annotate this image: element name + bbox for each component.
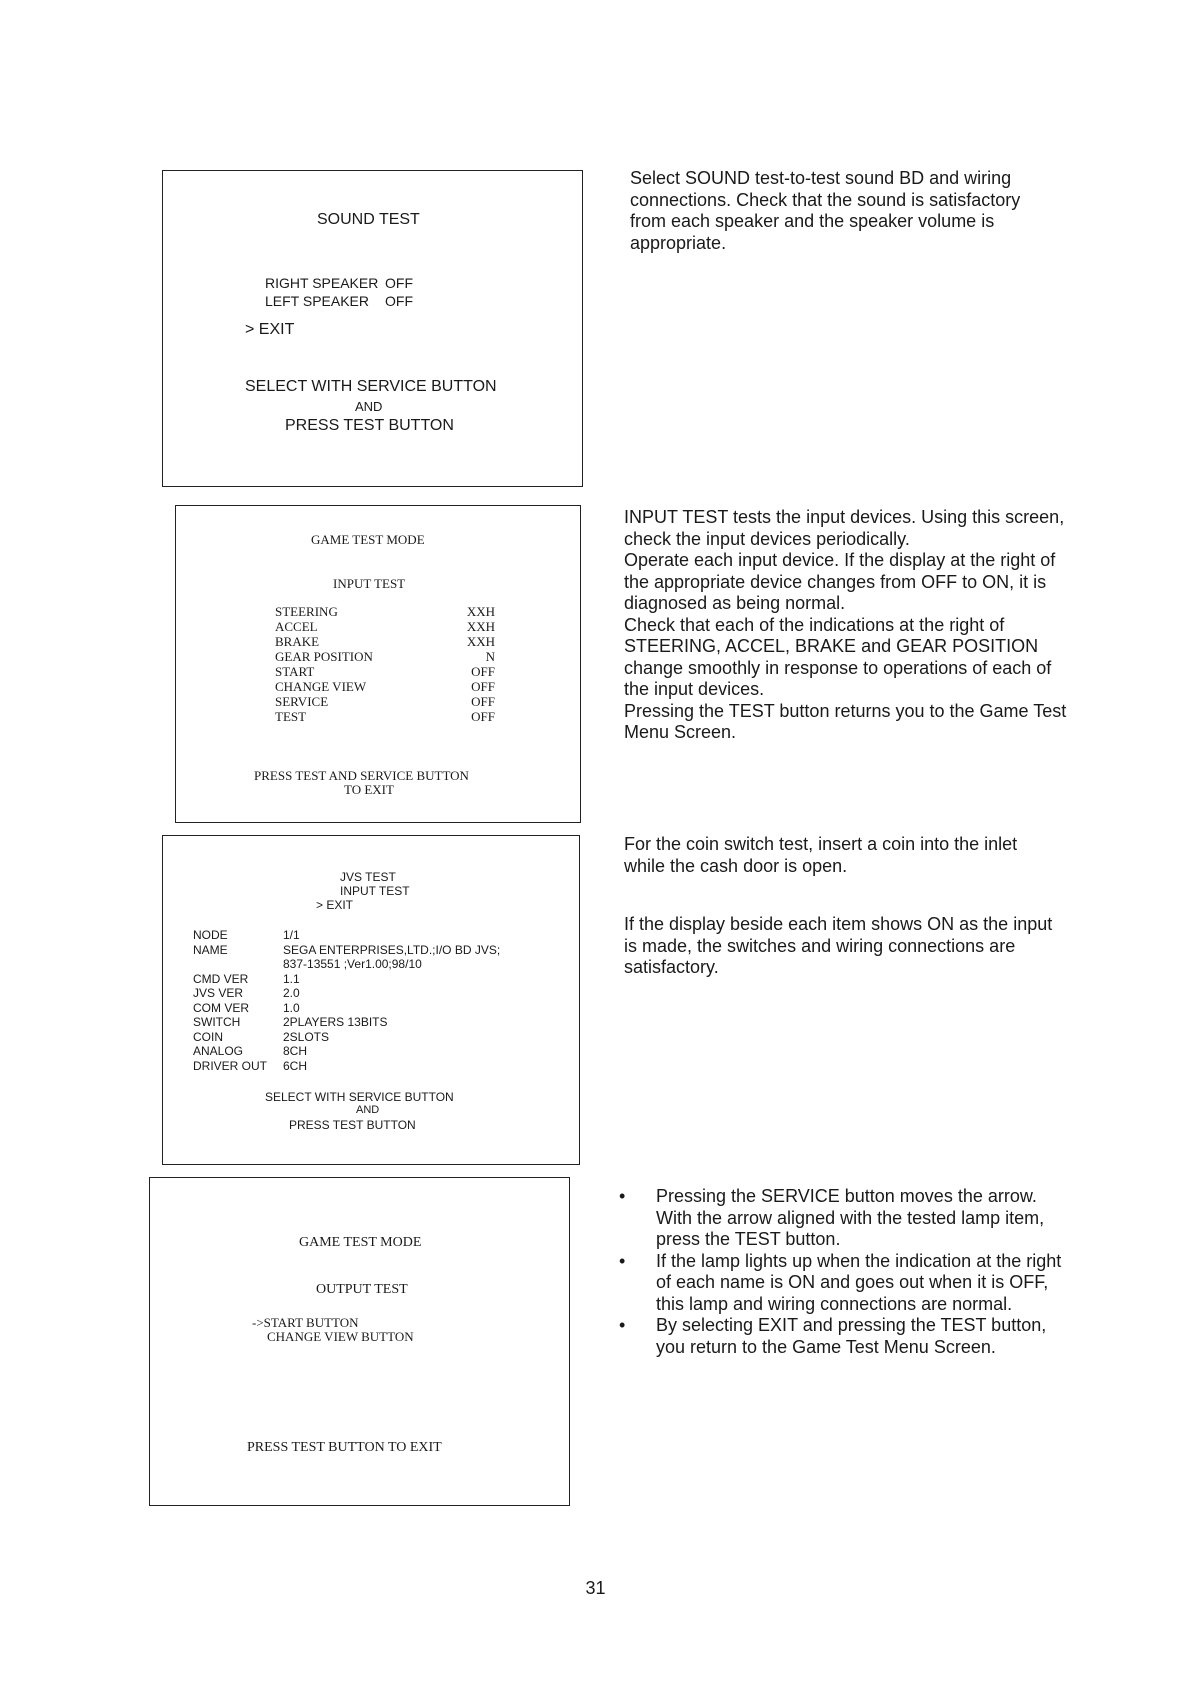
input-desc-para-4: Pressing the TEST button returns you to the Game Test Menu Screen. bbox=[624, 700, 1067, 742]
input-item-label: START bbox=[275, 664, 315, 679]
jvs-info-label: NAME bbox=[193, 942, 228, 957]
sound-instruction-press: PRESS TEST BUTTON bbox=[285, 417, 454, 434]
sound-instruction-and: AND bbox=[355, 399, 383, 414]
jvs-input-test-subtitle: INPUT TEST bbox=[340, 884, 410, 898]
jvs-test-screen bbox=[162, 835, 580, 1165]
right-speaker-value: OFF bbox=[385, 275, 413, 291]
jvs-info-value: 2.0 bbox=[283, 986, 300, 1000]
input-item-value: N bbox=[485, 649, 495, 664]
output-bullet-1: • Pressing the SERVICE button moves the arrow. With the arrow aligned with the tested lamp item, press the TEST button. bbox=[616, 1186, 1066, 1251]
jvs-info-value: SEGA ENTERPRISES,LTD.;I/O BD JVS; bbox=[283, 942, 501, 957]
input-footer-exit: TO EXIT bbox=[344, 782, 394, 797]
input-test-mode: GAME TEST MODE bbox=[311, 532, 425, 547]
output-bullet-3: • By selecting EXIT and pressing the TEST button, you return to the Game Test Menu Screen. bbox=[616, 1315, 1066, 1358]
input-desc-para-1: INPUT TEST tests the input devices. Using this screen, check the input devices periodically. bbox=[624, 507, 1065, 549]
jvs-info-label: CMD VER bbox=[193, 971, 249, 986]
input-item-value: OFF bbox=[471, 679, 495, 694]
input-item-label: SERVICE bbox=[275, 694, 329, 709]
jvs-info-label: ANALOG bbox=[193, 1044, 244, 1058]
sound-exit-item: > EXIT bbox=[245, 321, 295, 338]
jvs-instruction-select: SELECT WITH SERVICE BUTTON bbox=[265, 1090, 454, 1104]
input-item-value: OFF bbox=[471, 694, 495, 709]
output-test-screen bbox=[149, 1177, 570, 1506]
jvs-info-label: JVS VER bbox=[193, 986, 244, 1000]
input-item-value: XXH bbox=[466, 619, 495, 634]
input-item-value: XXH bbox=[466, 634, 495, 649]
input-test-screen bbox=[175, 505, 581, 823]
left-speaker-value: OFF bbox=[385, 293, 413, 309]
input-item-label: GEAR POSITION bbox=[275, 649, 373, 664]
jvs-info-label: COM VER bbox=[193, 1000, 250, 1015]
jvs-exit-item: > EXIT bbox=[316, 898, 354, 912]
input-item-value: OFF bbox=[471, 709, 495, 724]
coin-test-description: For the coin switch test, insert a coin into the inlet while the cash door is open. bbox=[624, 834, 1018, 876]
right-speaker-label: RIGHT SPEAKER bbox=[265, 275, 379, 291]
jvs-info-value: 6CH bbox=[283, 1058, 308, 1073]
output-test-mode: GAME TEST MODE bbox=[299, 1235, 422, 1250]
sound-test-description: Select SOUND test-to-test sound BD and wiring connections. Check that the sound is satisfactory from each speaker and the speaker volume is appropriate. bbox=[630, 168, 1021, 253]
jvs-info-value: 2PLAYERS 13BITS bbox=[283, 1015, 388, 1029]
sound-instruction-select: SELECT WITH SERVICE BUTTON bbox=[245, 378, 497, 395]
input-item-label: CHANGE VIEW bbox=[275, 679, 367, 694]
jvs-info-value: 2SLOTS bbox=[283, 1029, 330, 1044]
output-bullet-2: • If the lamp lights up when the indication at the right of each name is ON and goes out when it is OFF, this lamp and wiring connections are normal. bbox=[616, 1251, 1066, 1316]
input-item-value: XXH bbox=[466, 604, 495, 619]
jvs-info-value: 8CH bbox=[283, 1044, 308, 1058]
jvs-info-label: SWITCH bbox=[193, 1015, 241, 1029]
sound-test-screen bbox=[162, 170, 583, 487]
jvs-display-description: If the display beside each item shows ON as the input is made, the switches and wiring connections are satisfactory. bbox=[624, 914, 1053, 977]
output-footer: PRESS TEST BUTTON TO EXIT bbox=[247, 1440, 442, 1455]
input-test-title: INPUT TEST bbox=[333, 576, 406, 591]
output-start-button-item: ->START BUTTON bbox=[252, 1315, 359, 1330]
input-item-label: ACCEL bbox=[275, 619, 318, 634]
input-desc-para-2: Operate each input device. If the display at the right of the appropriate device changes from OFF to ON, it is diagnosed as being normal. bbox=[624, 550, 1056, 613]
jvs-test-title: JVS TEST bbox=[340, 870, 396, 884]
input-item-label: BRAKE bbox=[275, 634, 320, 649]
jvs-info-value: 837-13551 ;Ver1.00;98/10 bbox=[283, 957, 422, 971]
jvs-instruction-press: PRESS TEST BUTTON bbox=[289, 1118, 416, 1132]
output-test-description bbox=[616, 1186, 1066, 1358]
jvs-info-label: NODE bbox=[193, 928, 228, 942]
input-test-description bbox=[624, 507, 1074, 744]
input-item-value: OFF bbox=[471, 664, 495, 679]
jvs-info-value: 1.1 bbox=[283, 971, 300, 986]
input-desc-para-3: Check that each of the indications at the right of STEERING, ACCEL, BRAKE and GEAR POSITION change smoothly in response to operations of each of the input devices. bbox=[624, 614, 1052, 699]
left-speaker-label: LEFT SPEAKER bbox=[265, 293, 370, 309]
output-test-title: OUTPUT TEST bbox=[316, 1282, 408, 1297]
output-change-view-item: CHANGE VIEW BUTTON bbox=[267, 1329, 414, 1344]
input-item-label: TEST bbox=[275, 709, 307, 724]
jvs-info-value: 1/1 bbox=[283, 928, 300, 942]
input-footer-press: PRESS TEST AND SERVICE BUTTON bbox=[254, 768, 469, 783]
page-number: 31 bbox=[585, 1578, 606, 1598]
input-item-label: STEERING bbox=[275, 604, 338, 619]
jvs-instruction-and: AND bbox=[356, 1104, 380, 1116]
jvs-info-label: COIN bbox=[193, 1029, 223, 1044]
jvs-info-label: DRIVER OUT bbox=[193, 1058, 268, 1073]
jvs-info-value: 1.0 bbox=[283, 1000, 300, 1015]
sound-test-title: SOUND TEST bbox=[317, 211, 420, 228]
